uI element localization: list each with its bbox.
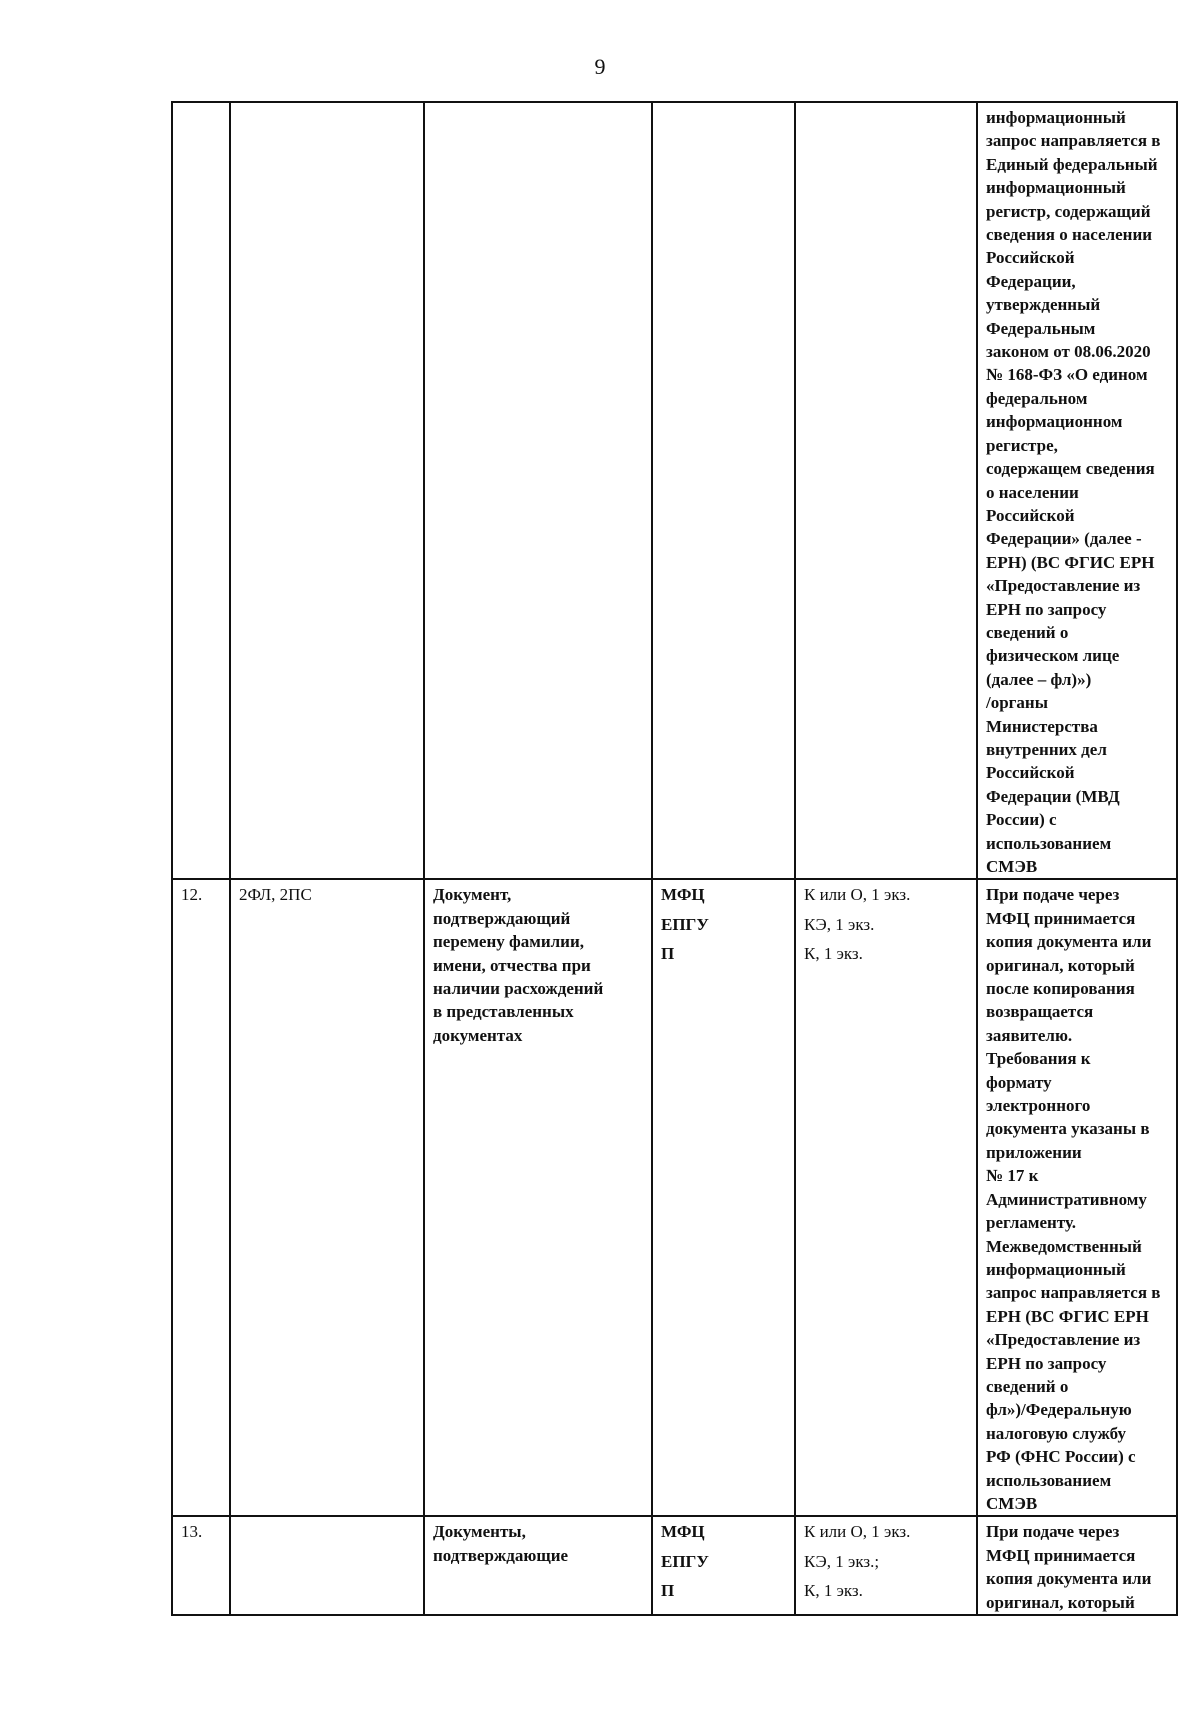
cell-line: фл»)/Федеральную	[986, 1400, 1132, 1420]
cell-line: МФЦ принимается	[986, 1545, 1136, 1565]
cell-line: возвращается	[986, 1002, 1094, 1022]
cell-line: запрос направляется в	[986, 131, 1161, 151]
cell-line: подтверждающие	[433, 1545, 569, 1565]
cell-line: информационный	[986, 1259, 1126, 1279]
cell-line: СМЭВ	[986, 857, 1038, 876]
cell-line: «Предоставление из	[986, 576, 1141, 596]
cell-text: 2ФЛ, 2ПС	[239, 885, 312, 905]
cell-line: использованием	[986, 833, 1112, 853]
cell-line: регистре,	[986, 435, 1058, 455]
cell-line: информационный	[986, 108, 1126, 127]
cell-line: Требования к	[986, 1049, 1091, 1069]
cell-line: К или О, 1 экз.	[804, 1522, 911, 1542]
cell-line: Федерации,	[986, 271, 1076, 291]
table-row	[172, 1516, 1177, 1615]
cell-line: использованием	[986, 1470, 1112, 1490]
cell-line: в представленных	[433, 1002, 574, 1022]
cell-line: Российской	[986, 763, 1075, 783]
cell-line: П	[661, 1581, 675, 1601]
cell-line: федеральном	[986, 388, 1088, 408]
document-name-cell	[424, 1516, 652, 1615]
document-name-cell	[424, 879, 652, 1516]
cell-line: о населении	[986, 482, 1079, 502]
document-form-cell	[795, 1516, 977, 1615]
cell-line: наличии расхождений	[433, 979, 604, 999]
document-form-cell	[795, 879, 977, 1516]
cell-line: содержащем сведения	[986, 459, 1155, 479]
document-name-cell	[424, 102, 652, 879]
page-number: 9	[594, 54, 606, 79]
cell-line: законом от 08.06.2020	[986, 342, 1151, 362]
document-form-cell	[795, 102, 977, 879]
cell-line: информационный	[986, 178, 1126, 198]
cell-line: Министерства	[986, 716, 1098, 736]
cell-line: подтверждающий	[433, 908, 571, 928]
cell-text: 12.	[181, 885, 203, 905]
cell-line: «Предоставление из	[986, 1330, 1141, 1350]
table-row	[172, 879, 1177, 1516]
cell-line: регистр, содержащий	[986, 201, 1151, 221]
cell-line: сведений о	[986, 622, 1069, 642]
cell-line: Российской	[986, 505, 1075, 525]
cell-line: № 168-ФЗ «О едином	[986, 365, 1148, 385]
cell-line: ЕРН по запросу	[986, 1353, 1107, 1373]
cell-line: перемену фамилии,	[433, 932, 585, 952]
cell-line: При подаче через	[986, 1522, 1120, 1542]
cell-line: сведений о	[986, 1376, 1069, 1396]
cell-line: ЕПГУ	[661, 914, 709, 934]
cell-line: МФЦ принимается	[986, 908, 1136, 928]
cell-line: П	[661, 944, 675, 964]
cell-line: России) с	[986, 810, 1057, 830]
cell-line: Административному	[986, 1189, 1147, 1209]
cell-line: При подаче через	[986, 885, 1120, 905]
cell-line: РФ (ФНС России) с	[986, 1447, 1136, 1467]
cell-line: регламенту.	[986, 1213, 1076, 1233]
notes-cell	[977, 879, 1177, 1516]
cell-line: Единый федеральный	[986, 154, 1158, 174]
cell-line: ЕРН по запросу	[986, 599, 1107, 619]
cell-line: КЭ, 1 экз.	[804, 914, 875, 934]
cell-line: ЕПГУ	[661, 1551, 709, 1571]
submission-channel-cell	[652, 1516, 795, 1615]
cell-line: МФЦ	[661, 1522, 705, 1542]
row-number-cell	[172, 1516, 230, 1615]
cell-line: документах	[433, 1025, 523, 1045]
cell-line: К или О, 1 экз.	[804, 885, 911, 905]
cell-line: Федерации» (далее -	[986, 529, 1142, 549]
cell-line: после копирования	[986, 979, 1135, 999]
cell-line: имени, отчества при	[433, 955, 591, 975]
cell-line: копия документа или	[986, 932, 1152, 952]
cell-line: /органы	[986, 693, 1048, 713]
cell-line: приложении	[986, 1142, 1082, 1162]
cell-line: ЕРН (ВС ФГИС ЕРН	[986, 1306, 1149, 1326]
cell-line: Документы,	[433, 1522, 526, 1542]
cell-line: К, 1 экз.	[804, 944, 863, 964]
cell-line: информационном	[986, 412, 1123, 432]
notes-cell	[977, 1516, 1177, 1615]
cell-line: (далее – фл)»)	[986, 669, 1092, 689]
cell-line: заявителю.	[986, 1025, 1073, 1045]
cell-line: утвержденный	[986, 295, 1101, 315]
row-number-cell	[172, 102, 230, 879]
applicant-code-cell	[230, 102, 424, 879]
cell-line: внутренних дел	[986, 739, 1107, 759]
cell-line: Федерации (МВД	[986, 786, 1120, 806]
cell-line: Документ,	[433, 885, 512, 905]
applicant-code-cell	[230, 1516, 424, 1615]
cell-line: Федеральным	[986, 318, 1096, 338]
cell-line: К, 1 экз.	[804, 1581, 863, 1601]
cell-line: № 17 к	[986, 1166, 1039, 1186]
cell-text: 13.	[181, 1522, 203, 1542]
cell-line: налоговую службу	[986, 1423, 1127, 1443]
cell-line: формату	[986, 1072, 1052, 1092]
cell-line: СМЭВ	[986, 1493, 1038, 1513]
applicant-code-cell	[230, 879, 424, 1516]
cell-line: КЭ, 1 экз.;	[804, 1551, 880, 1571]
cell-line: документа указаны в	[986, 1119, 1150, 1139]
submission-channel-cell	[652, 102, 795, 879]
cell-line: Российской	[986, 248, 1075, 268]
notes-cell	[977, 102, 1177, 879]
cell-line: запрос направляется в	[986, 1283, 1161, 1303]
row-number-cell	[172, 879, 230, 1516]
submission-channel-cell	[652, 879, 795, 1516]
cell-line: сведения о населении	[986, 225, 1153, 245]
cell-line: МФЦ	[661, 885, 705, 905]
cell-line: электронного	[986, 1096, 1091, 1116]
cell-line: оригинал, который	[986, 1592, 1135, 1612]
cell-line: копия документа или	[986, 1569, 1152, 1589]
cell-line: оригинал, который	[986, 955, 1135, 975]
cell-line: Межведомственный	[986, 1236, 1142, 1256]
cell-line: ЕРН) (ВС ФГИС ЕРН	[986, 552, 1155, 572]
table-row	[172, 102, 1177, 879]
cell-line: физическом лице	[986, 646, 1120, 666]
document-table	[171, 101, 1178, 1616]
